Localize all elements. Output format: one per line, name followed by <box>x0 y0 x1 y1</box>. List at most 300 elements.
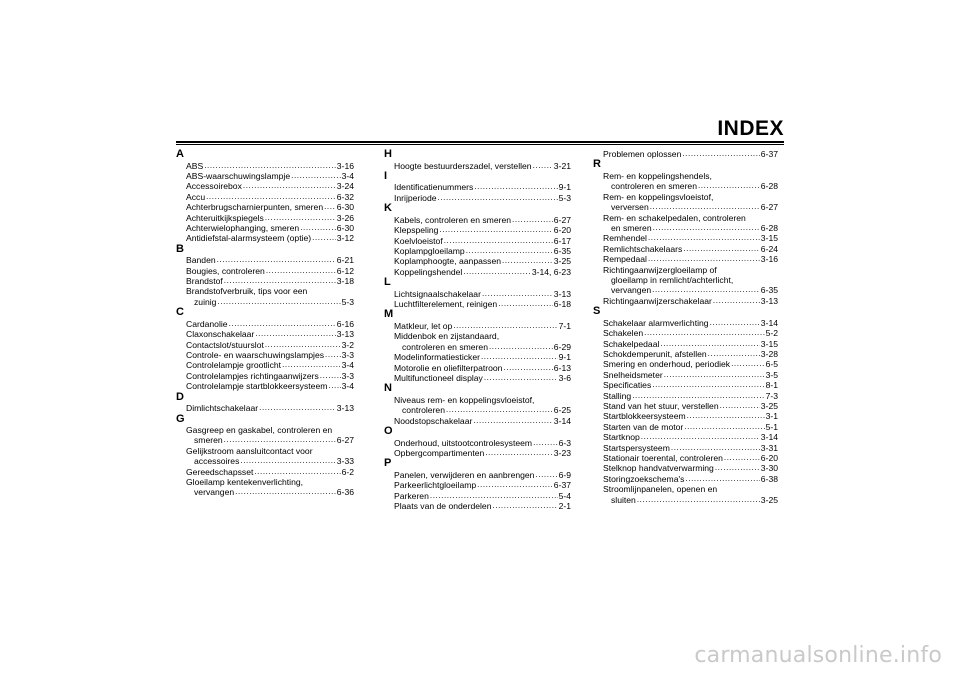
dot-leader <box>265 340 341 348</box>
index-entry-page: 3-16 <box>760 254 778 265</box>
index-entry <box>593 254 778 264</box>
dot-leader <box>265 213 336 221</box>
index-entry-term: Cardanolie <box>186 318 228 329</box>
index-entry <box>384 246 571 256</box>
index-entry-page: 6-5 <box>765 359 778 370</box>
index-entry <box>176 360 354 370</box>
index-entry-page: 3-4 <box>341 381 354 392</box>
index-entry-term: Contactslot/stuurslot <box>186 339 264 350</box>
dot-leader <box>291 171 340 179</box>
index-entry <box>384 491 571 501</box>
index-entry-term: Bougies, controleren <box>186 265 265 276</box>
index-entry-page: 6-16 <box>336 318 354 329</box>
index-entry-page: 6-25 <box>553 405 571 416</box>
index-entry-term: Parkeren <box>394 490 429 501</box>
index-entry-term: Inrijperiode <box>394 192 437 203</box>
index-entry-page: 5-1 <box>765 421 778 432</box>
index-entry-line: Richtingaanwijzergloeilamp of <box>603 264 717 275</box>
index-entry <box>593 401 778 411</box>
index-entry <box>176 233 354 243</box>
dot-leader <box>217 255 336 263</box>
dot-leader <box>438 193 558 201</box>
dot-leader <box>474 182 557 190</box>
index-entry <box>593 359 778 369</box>
dot-leader <box>243 181 336 189</box>
index-entry-term: Specificaties <box>603 380 652 391</box>
index-entry-term: Panelen, verwijderen en aanbrengen <box>394 469 535 480</box>
dot-leader <box>224 276 336 284</box>
dot-leader <box>320 371 341 379</box>
index-entry <box>176 467 354 477</box>
dot-leader <box>652 380 764 388</box>
index-entry <box>176 266 354 276</box>
index-entry-page: 7-3 <box>765 390 778 401</box>
dot-leader <box>240 456 335 464</box>
index-entry-term: Accu <box>186 191 206 202</box>
dot-leader <box>653 223 760 231</box>
index-entry-term: Opbergcompartimenten <box>394 448 485 459</box>
dot-leader <box>430 491 558 499</box>
index-entry-term: Schakelaar alarmverlichting <box>603 317 709 328</box>
index-entry-page: 5-4 <box>558 490 571 501</box>
index-entry-page: 6-9 <box>558 469 571 480</box>
dot-leader <box>439 225 552 233</box>
index-column-1 <box>176 149 354 498</box>
dot-leader <box>502 256 553 264</box>
index-entry-line: Gasgreep en gaskabel, controleren en <box>186 425 333 436</box>
dot-leader <box>259 403 336 411</box>
index-entry-term: Noodstopschakelaar <box>394 415 473 426</box>
index-entry-page: 6-29 <box>553 341 571 352</box>
dot-leader <box>684 422 764 430</box>
index-entry <box>593 328 778 338</box>
dot-leader <box>632 391 764 399</box>
index-entry-term: Controlelampje grootlicht <box>186 360 282 371</box>
index-entry-page: 6-27 <box>553 214 571 225</box>
index-entry-page: 3-16 <box>336 160 354 171</box>
dot-leader <box>512 215 553 223</box>
index-entry <box>593 370 778 380</box>
dot-leader <box>481 352 558 360</box>
index-entry-term: verversen <box>611 202 649 213</box>
index-entry-page: 3-13 <box>553 288 571 299</box>
index-entry-term: Dimlichtschakelaar <box>186 403 259 414</box>
index-entry <box>176 319 354 329</box>
index-entry <box>384 215 571 225</box>
index-entry-term: Snelheidsmeter <box>603 369 663 380</box>
dot-leader <box>498 299 553 307</box>
index-entry-page: 9-1 <box>558 352 571 363</box>
index-entry-term: Schakelpedaal <box>603 338 660 349</box>
index-entry-term: Controlelampje startblokkeersysteem <box>186 381 328 392</box>
index-entry-term: Achterbrugscharnierpunten, smeren <box>186 202 324 213</box>
dot-leader <box>229 319 336 327</box>
index-entry <box>384 373 571 383</box>
dot-leader <box>682 149 759 157</box>
index-entry-term: Plaats van de onderdelen <box>394 501 492 512</box>
index-entry <box>176 255 354 265</box>
index-entry <box>384 182 571 192</box>
index-entry-page: 3-2 <box>341 339 354 350</box>
dot-leader <box>535 470 557 478</box>
dot-leader <box>453 321 557 329</box>
index-entry <box>384 161 571 171</box>
index-entry-term: Schakelen <box>603 328 644 339</box>
watermark: carmanualsonline.info <box>694 643 942 668</box>
index-section-letter: H <box>384 148 392 160</box>
index-entry-term: Rempedaal <box>603 254 647 265</box>
index-entry-term: Luchtfilterelement, reinigen <box>394 299 498 310</box>
index-entry-page: 3-23 <box>553 448 571 459</box>
dot-leader <box>300 223 336 231</box>
index-entry-term: vervangen <box>194 487 235 498</box>
index-entry <box>593 453 778 463</box>
index-entry-page: 3-31 <box>760 442 778 453</box>
dot-leader <box>466 246 553 254</box>
index-entry-page: 3-28 <box>760 348 778 359</box>
dot-leader <box>650 202 760 210</box>
index-entry-term: Problemen oplossen <box>603 149 682 159</box>
index-entry-page: 3-3 <box>341 370 354 381</box>
index-entry <box>176 192 354 202</box>
index-entry <box>176 403 354 413</box>
dot-leader <box>713 296 760 304</box>
dot-leader <box>477 480 553 488</box>
dot-leader <box>731 359 764 367</box>
index-entry-page: 6-3 <box>558 437 571 448</box>
index-entry-term: zuinig <box>194 296 217 307</box>
index-entry <box>384 448 571 458</box>
index-entry <box>593 318 778 328</box>
dot-leader <box>644 328 764 336</box>
index-entry-page: 6-32 <box>336 191 354 202</box>
title-rule <box>176 141 784 143</box>
index-section-letter: G <box>176 412 185 425</box>
index-entry-term: Identificatienummers <box>394 182 474 193</box>
index-entry-page: 3-24 <box>336 181 354 192</box>
index-entry-page: 3-13 <box>336 403 354 414</box>
index-entry-term: Lichtsignaalschakelaar <box>394 288 481 299</box>
index-entry-page: 2-1 <box>558 501 571 512</box>
dot-leader <box>446 405 553 413</box>
index-entry-term: Banden <box>186 255 216 266</box>
dot-leader <box>724 453 760 461</box>
index-entry <box>593 202 778 212</box>
index-entry <box>176 381 354 391</box>
dot-leader <box>671 443 760 451</box>
index-entry-page: 6-28 <box>760 181 778 192</box>
index-entry <box>176 435 354 445</box>
index-entry-page: 6-35 <box>760 285 778 296</box>
index-entry <box>176 297 354 307</box>
index-entry-term: Claxonschakelaar <box>186 329 255 340</box>
index-entry <box>176 371 354 381</box>
index-column-3 <box>593 149 778 505</box>
index-section-letter: K <box>384 202 392 215</box>
index-entry <box>176 223 354 233</box>
index-entry-page: 3-4 <box>341 360 354 371</box>
index-entry-page: 6-20 <box>553 225 571 236</box>
index-entry-page: 6-38 <box>760 473 778 484</box>
index-entry <box>384 299 571 309</box>
dot-leader <box>282 360 341 368</box>
index-entry-term: Accessoirebox <box>186 181 242 192</box>
index-entry <box>176 487 354 497</box>
index-entry-page: 9-1 <box>558 182 571 193</box>
index-entry <box>176 340 354 350</box>
dot-leader <box>324 202 336 210</box>
index-entry <box>176 213 354 223</box>
index-entry <box>384 363 571 373</box>
index-entry-line: Niveaus rem- en koppelingsvloeistof, <box>394 394 535 405</box>
dot-leader <box>685 474 759 482</box>
dot-leader <box>235 487 336 495</box>
index-section-letter: M <box>384 308 394 321</box>
index-section-letter: O <box>384 425 393 438</box>
index-entry-term: Multifunctioneel display <box>394 373 483 383</box>
index-entry-term: Brandstof <box>186 276 223 287</box>
index-entry <box>593 181 778 191</box>
index-entry <box>384 416 571 426</box>
index-entry <box>593 339 778 349</box>
index-entry-term: sluiten <box>611 494 636 505</box>
index-entry-page: 3-25 <box>553 256 571 267</box>
index-entry-page: 5-2 <box>765 328 778 339</box>
index-entry <box>593 233 778 243</box>
index-entry <box>593 474 778 484</box>
index-entry <box>384 289 571 299</box>
index-entry <box>384 342 571 352</box>
index-entry-term: smeren <box>194 435 223 446</box>
dot-leader <box>687 411 765 419</box>
index-entry-term: Stalling <box>603 390 632 401</box>
index-entry-page: 3-6 <box>558 373 571 383</box>
dot-leader <box>648 233 760 241</box>
index-entry-page: 3-4 <box>341 170 354 181</box>
index-entry-term: Controlelampjes richtingaanwijzers <box>186 370 319 381</box>
index-entry-line: Brandstofverbruik, tips voor een <box>186 286 308 297</box>
index-section-letter: R <box>593 158 601 171</box>
index-entry-page: 3-14, 6-23 <box>531 266 571 277</box>
index-column-2 <box>384 149 571 512</box>
dot-leader <box>485 448 553 456</box>
index-entry <box>593 422 778 432</box>
index-entry-line: gloeilamp in remlicht/achterlicht, <box>611 274 734 285</box>
index-entry-page: 6-12 <box>336 265 354 276</box>
index-entry-term: Klepspeling <box>394 225 439 236</box>
index-entry <box>593 244 778 254</box>
index-section-letter: I <box>384 169 388 182</box>
index-entry-page: 6-13 <box>553 362 571 373</box>
index-entry-term: en smeren <box>611 222 652 233</box>
dot-leader <box>489 342 553 350</box>
index-entry-term: Antidiefstal-alarmsysteem (optie) <box>186 233 312 244</box>
index-entry-page: 3-25 <box>760 494 778 505</box>
index-entry-page: 6-27 <box>336 435 354 446</box>
index-entry-term: Achterwielophanging, smeren <box>186 222 300 233</box>
index-entry <box>384 405 571 415</box>
index-entry <box>384 480 571 490</box>
index-entry <box>593 349 778 359</box>
index-entry-term: Startspersysteem <box>603 442 670 453</box>
dot-leader <box>266 266 336 274</box>
dot-leader <box>254 467 340 475</box>
index-entry-term: Starten van de motor <box>603 421 684 432</box>
dot-leader <box>698 181 760 189</box>
index-entry <box>593 495 778 505</box>
index-entry <box>176 329 354 339</box>
dot-leader <box>484 373 558 381</box>
index-entry-term: Parkeerlichtgloeilamp <box>394 480 477 491</box>
index-entry-term: Smering en onderhoud, periodiek <box>603 359 731 370</box>
index-entry <box>384 501 571 511</box>
index-entry-page: 6-37 <box>553 480 571 491</box>
index-entry-term: Startknop <box>603 432 640 443</box>
index-entry-term: Startblokkeersysteem <box>603 411 686 422</box>
dot-leader <box>482 289 553 297</box>
index-entry <box>384 267 571 277</box>
index-entry <box>384 193 571 203</box>
index-entry-page: 6-2 <box>341 466 354 477</box>
index-entry-page: 3-18 <box>336 276 354 287</box>
index-entry-term: ABS <box>186 160 204 171</box>
index-entry-page: 3-12 <box>336 233 354 244</box>
index-entry <box>593 391 778 401</box>
index-entry-term: Hoogte bestuurderszadel, verstellen <box>394 160 532 171</box>
index-entry-page: 6-21 <box>336 255 354 266</box>
dot-leader <box>533 161 553 169</box>
index-entry-page: 3-3 <box>341 350 354 360</box>
index-entry <box>384 225 571 235</box>
index-section-letter: L <box>384 276 391 289</box>
index-entry <box>176 161 354 171</box>
index-entry-term: Stationair toerental, controleren <box>603 452 723 463</box>
dot-leader <box>206 192 336 200</box>
index-entry-term: Achteruitkijkspiegels <box>186 212 264 223</box>
index-entry-line: Stroomlijnpanelen, openen en <box>603 484 718 495</box>
index-entry-page: 3-13 <box>336 329 354 340</box>
dot-leader <box>652 285 760 293</box>
index-entry-term: Gereedschapsset <box>186 466 254 477</box>
dot-leader <box>463 267 530 275</box>
index-entry <box>176 456 354 466</box>
index-entry <box>384 438 571 448</box>
index-entry-page: 6-37 <box>760 149 778 159</box>
dot-leader <box>708 349 760 357</box>
dot-leader <box>533 438 558 446</box>
index-section-letter: B <box>176 242 184 255</box>
index-entry <box>593 443 778 453</box>
index-entry-page: 3-1 <box>765 411 778 422</box>
dot-leader <box>710 318 760 326</box>
index-entry <box>176 276 354 286</box>
index-entry <box>176 202 354 212</box>
index-entry-page: 6-17 <box>553 235 571 246</box>
index-entry <box>384 352 571 362</box>
index-entry-term: Matkleur, let op <box>394 320 453 331</box>
index-entry-page: 3-21 <box>553 160 571 171</box>
index-entry-term: ABS-waarschuwingslampje <box>186 170 291 181</box>
index-entry-line: Rem- en koppelingshendels, <box>603 170 712 181</box>
index-entry-term: Schokdemperunit, afstellen <box>603 348 707 359</box>
index-entry <box>384 470 571 480</box>
index-entry-term: Richtingaanwijzerschakelaar <box>603 295 712 306</box>
index-entry <box>384 321 571 331</box>
index-section-letter: C <box>176 306 184 319</box>
index-entry <box>593 296 778 306</box>
index-entry-page: 5-3 <box>558 192 571 203</box>
dot-leader <box>715 463 760 471</box>
index-entry-page: 6-35 <box>553 245 571 256</box>
dot-leader <box>664 370 765 378</box>
dot-leader <box>312 233 336 241</box>
index-entry-page: 6-27 <box>760 202 778 213</box>
dot-leader <box>255 329 335 337</box>
dot-leader <box>224 435 336 443</box>
index-entry-page: 3-5 <box>765 369 778 380</box>
index-entry-term: Kabels, controleren en smeren <box>394 214 512 225</box>
dot-leader <box>492 501 557 509</box>
index-entry <box>384 236 571 246</box>
dot-leader <box>720 401 760 409</box>
index-entry <box>593 223 778 233</box>
index-entry-page: 3-14 <box>760 432 778 443</box>
index-entry <box>593 432 778 442</box>
index-entry-page: 3-30 <box>760 463 778 474</box>
dot-leader <box>660 339 759 347</box>
index-entry-page: 8-1 <box>765 380 778 391</box>
index-entry-page: 7-1 <box>558 320 571 331</box>
index-entry-term: Koelvloeistof <box>394 235 443 246</box>
index-entry-page: 6-30 <box>336 202 354 213</box>
title-rule-thin <box>176 144 784 145</box>
index-entry <box>593 411 778 421</box>
index-entry-page: 3-14 <box>553 415 571 426</box>
index-entry-term: Onderhoud, uitstootcontrolesysteem <box>394 437 533 448</box>
page-title: INDEX <box>717 117 784 140</box>
index-entry-page: 6-24 <box>760 243 778 254</box>
index-entry-page: 6-28 <box>760 222 778 233</box>
dot-leader <box>473 416 552 424</box>
index-entry-term: controleren <box>402 405 445 416</box>
index-entry-page: 3-14 <box>760 317 778 328</box>
dot-leader <box>641 432 760 440</box>
index-entry-term: controleren en smeren <box>402 341 488 352</box>
index-entry-page: 6-36 <box>336 487 354 498</box>
index-entry-line: Middenbok en zijstandaard, <box>394 331 500 342</box>
index-entry-line: Rem- en schakelpedalen, controleren <box>603 212 746 223</box>
index-entry-page: 3-33 <box>336 456 354 467</box>
dot-leader <box>503 363 552 371</box>
dot-leader <box>648 254 760 262</box>
index-entry-term: accessoires <box>194 456 240 467</box>
index-entry <box>593 285 778 295</box>
index-entry-term: Controle- en waarschuwingslampjes <box>186 350 325 360</box>
index-entry-term: Remlichtschakelaars <box>603 243 683 254</box>
dot-leader <box>637 495 760 503</box>
index-entry-term: vervangen <box>611 285 652 296</box>
index-section-letter: A <box>176 148 184 160</box>
index-entry-page: 6-20 <box>760 452 778 463</box>
index-entry-page: 5-3 <box>341 296 354 307</box>
index-section-letter: P <box>384 457 392 470</box>
dot-leader <box>204 161 336 169</box>
dot-leader <box>325 350 341 358</box>
dot-leader <box>444 236 553 244</box>
index-entry-page: 3-15 <box>760 233 778 244</box>
dot-leader <box>683 244 760 252</box>
index-entry-page: 6-30 <box>336 222 354 233</box>
